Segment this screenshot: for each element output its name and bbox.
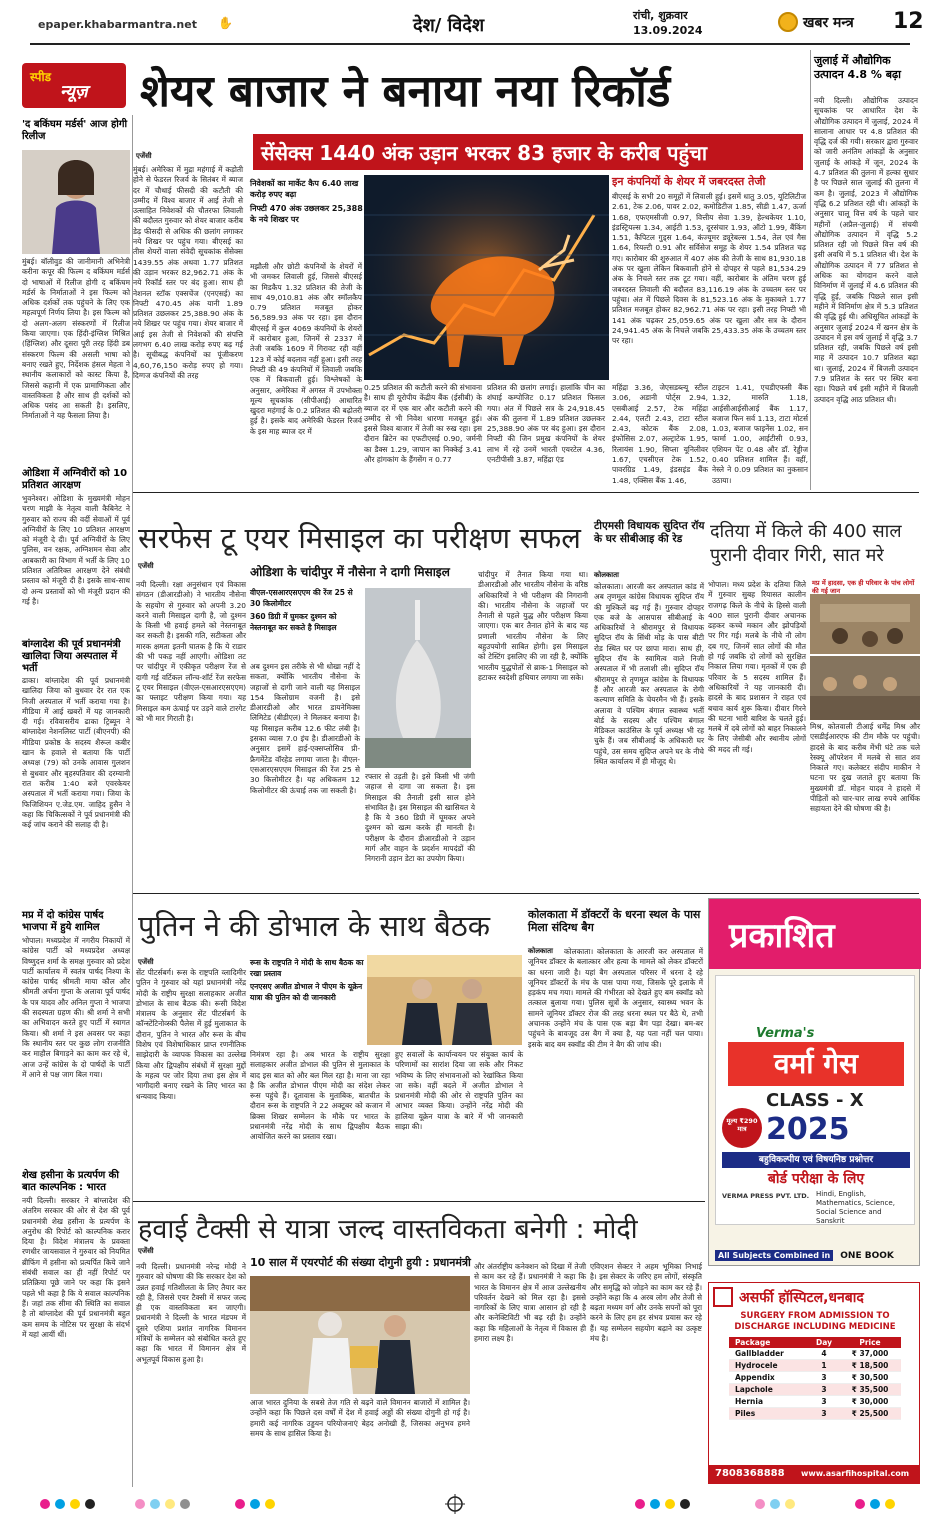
ad-price-badge xyxy=(722,1108,762,1148)
ad-class: CLASS - X xyxy=(766,1090,864,1111)
hospital-table-body xyxy=(729,1348,901,1420)
hospital-web[interactable]: www.asarfihospital.com xyxy=(801,1469,910,1478)
kolkata-text: कोलकाता। कोलकाता के आरजी कर अस्पताल में जूनियर डॉक्टर के बलात्कार और हत्या के मामले को लेकर डॉक्टरों का धरना जारी है। यहां बैग अस्पताल परिसर में धरना दे रहे जूनियर डॉक्टरों के मंच के पास पाया गया, जिसके पूरे इलाके में हड़कंप मच गया। मामले की गंभीरता को देखते हुए बम स्क्वॉड को तत्काल बुलाया गया। पुलिस सूत्रों के अनुसार, स्वास्थ्य भवन के सामने जूनियर डॉक्टर रोज की तरह धरना स्थल पर बैठे थे, तभी अचानक उन्होंने मंच के पास एक बड़ा बैग पड़ा देखा। बम-बर पहुंचने के बावजूद उस बैग में क्या है, यह पता नहीं चल पाया। इसके बाद बम स्क्वॉड की टीम ने बैग की जांच की। xyxy=(528,947,703,1049)
hospital-cell-day: 3 xyxy=(821,1373,827,1382)
missile-col4: चांदीपुर में तैनात किया गया था। डीआरडीओ और भारतीय नौसेना के वरिष्ठ अधिकारियों ने भी परीक्षण की निगरानी की। भारतीय नौसेना के जहाजों पर तैनाती से पहले युद्ध और परीक्षण किया जाएगा। एक बार तैनात होने के बाद यह प्रणाली भारतीय नौसेना के लिए बहुउपयोगी साबित होगी। इस मिसाइल को टेस्टिंग इसलिए की जा रही है, क्योंकि भारतीय युद्धपोतों से ब्राक-1 मिसाइल को हटाकर स्वदेशी हथियार लगाया जा सके। xyxy=(478,570,588,682)
putin-byline: एजेंसी xyxy=(138,958,154,966)
ad-combined-label: All Subjects Combined in xyxy=(715,1250,833,1261)
industry-text: नयी दिल्ली। औद्योगिक उत्पादन सूचकांक पर आधारित देश के औद्योगिक उत्पादन में जुलाई, 2024 में सालाना आधार पर 4.8 प्रतिशत की वृद्धि दर्ज की गयी। सरकार द्वारा गुरुवार को जारी अनंतिम आंकड़ों के अनुसार जुलाई के आंकड़े में जून, 2024 के 4.7 प्रतिशत की तुलना में हल्का सुधार है पर पिछले साल जुलाई की तुलना में कम है। जुलाई, 2023 में औद्योगिक वृद्धि 6.2 प्रतिशत रही थी। आंकड़ों के अनुसार चालू वित्त वर्ष के पहले चार महीनों (अप्रैल-जुलाई) में संचयी औद्योगिक उत्पादन में वृद्धि 5.2 प्रतिशत रही जो पिछले वित्त वर्ष की इसी अवधि में 5.1 प्रतिशत थी। देश के औद्योगिक उत्पादन में 77 प्रतिशत से अधिक का योगदान करने वाले विनिर्माण में जुलाई में 4.6 प्रतिशत की वृद्धि हुई, जबकि पिछले साल इसी महीने में विनिर्माण क्षेत्र में 5.3 प्रतिशत की वृद्धि हुई थी। अधिसूचित आंकड़ों के अनुसार जुलाई 2024 में खनन क्षेत्र के उत्पादन में इस वर्ष जुलाई में वृद्धि 3.7 प्रतिशत रही, जबकि पिछले वर्ष इसी माह में उत्पादन 10.7 प्रतिशत बढ़ा था। जुलाई, 2024 में बिजली उत्पादन 7.9 प्रतिशत के स्तर पर स्थिर बना रहा। पिछले वर्ष इसी महीने में बिजली उत्पादन वृद्धि आठ प्रतिशत थी। xyxy=(814,96,918,404)
hospital-cell-package: Hydrocele xyxy=(735,1361,778,1370)
cursor-icon: ✋ xyxy=(218,16,233,30)
kolkata-byline: कोलकाता xyxy=(528,947,553,955)
hospital-cell-package: Gallbladder xyxy=(735,1349,784,1358)
ad-book-title: वर्मा गेस xyxy=(728,1042,904,1086)
hospital-name: असर्फी हॉस्पिटल,धनबाद xyxy=(739,1290,864,1306)
speed-news-l2: न्यूज़ xyxy=(60,82,88,102)
lead-bullet: निफ्टी 470 अंक उछलकर 25,388 के नये शिखर पर xyxy=(250,204,363,224)
ad-book-cover xyxy=(715,975,915,1225)
hospital-cell-price: ₹ 37,000 xyxy=(851,1349,889,1358)
hospital-cell-price: ₹ 35,500 xyxy=(851,1385,889,1394)
missile-launch-illustration xyxy=(365,588,471,768)
hospital-cell-package: Piles xyxy=(735,1409,756,1418)
hospital-cell-package: Lapchole xyxy=(735,1385,773,1394)
row3-rule xyxy=(133,1201,705,1202)
kareena-photo xyxy=(22,150,130,254)
masthead-rule xyxy=(30,43,910,45)
lead-box-head: इन कंपनियों के शेयर में जबरदस्त तेजी xyxy=(612,175,766,188)
sidebar1-title: 'द बकिंघम मर्डर्स' आज होगी रिलीज xyxy=(22,119,128,142)
tmc-headline: टीएमसी विधायक सुदिप्त रॉय के घर सीबीआइ की रेड xyxy=(594,520,705,545)
ad-board: बोर्ड परीक्षा के लिए xyxy=(767,1171,865,1187)
hospital-sub: SURGERY FROM ADMISSION TO DISCHARGE INCLUDING MEDICINE xyxy=(734,1311,896,1332)
sidebar-divider xyxy=(132,115,133,1487)
hospital-table-head xyxy=(729,1337,901,1348)
missile-bullets xyxy=(250,588,360,658)
putin-photo xyxy=(367,955,522,1045)
sidebar3-title: बांग्लादेश की पूर्व प्रधानमंत्री खालिदा जिया अस्पताल में भर्ती xyxy=(22,639,121,674)
lead-byline: एजेंसी xyxy=(136,152,152,160)
edition-date: 13.09.2024 xyxy=(633,24,703,37)
bull-photo xyxy=(364,175,609,380)
hospital-logo xyxy=(713,1287,733,1307)
speed-news-l1: स्पीड xyxy=(30,70,52,84)
lead-col4: प्रतिशत की छलांग लगाई। हालांकि चीन का शंघाई कम्पोजिट 0.17 प्रतिशत फिसल गया। अंत में पिछले सत्र के 24,918.45 अंक की तुलना में 1.89 प्रतिशत उछलकर 25,388.90 अंक पर बंद हुआ। इस दौरान निफ्टी की जिन प्रमुख कंपनियों के शेयर लाभ में रहे उनमें भारती एयरटेल 4.36, एनटीपीसी 3.87, महिंद्रा एंड xyxy=(487,383,605,465)
hospital-cell-day: 3 xyxy=(821,1385,827,1394)
modi-headline: हवाई टैक्सी से यात्रा जल्द वास्तविकता बनेगी : मोदी xyxy=(138,1214,638,1245)
bull-illustration xyxy=(364,175,609,380)
hospital-cell-day: 3 xyxy=(821,1409,827,1418)
ad-subjects: Hindi, English, Mathematics, Science, Social Science and Sanskrit xyxy=(816,1190,895,1225)
datia-text: भोपाल। मध्य प्रदेश के दतिया जिले में गुरुवार सुबह रियासत कालीन राजगढ़ किले के नीचे के हिस्से वाली 400 साल पुरानी दीवार अचानक ढहकर कच्चे मकान और झोपड़ियों पर गिर गई। मलबे के नीचे नौ लोग दब गए, जिनमें सात लोगों की मौत हो गई जबकि दो लोगों को सुरक्षित निकाल लिया गया। मृतकों में एक ही परिवार के 5 सदस्य शामिल हैं। अधिकारियों ने यह जानकारी दी। हादसे के बाद प्रशासन ने राहत एवं बचाव कार्य शुरू किया। दीवार गिरने की घटना भारी बारिश के चलते हुई। मलबे में दबे लोगों को बाहर निकालने के लिए जेसीबी और स्थानीय लोगों की मदद ली गई। xyxy=(708,580,806,754)
hospital-table-row xyxy=(729,1408,901,1420)
lead-col5: महिंद्रा 3.36, जेएसडब्ल्यू स्टील 3.06, अडानी पोर्ट्स 2.94, एसबीआई 2.57, टेक महिंद्रा 2.44, एलटी 2.43, टाटा स्टील 2.43, कोटक बैंक 2.08, इंफोसिस 2.07, अल्ट्राटेक 1.95, रिलायंस 1.90, सिप्ला यूनिलीवर 1.67, एचसीएल टेक 1.52, पावरग्रिड 1.49, इंडसइंड बैंक 1.48, एक्सिस बैंक 1.46, xyxy=(612,383,708,485)
putin-col3: हुए सवालों के कार्यान्वयन पर संयुक्त कार्य के परिणामों का सारांश दिया जा सके और निकट भविष्य के लिए संभावनाओं को रेखांकित किया जा सके। वहीं बदले में अजीत डोभाल ने प्रधानमंत्री मोदी की ओर से राष्ट्रपति पुतिन का आभार व्यक्त किया। उन्होंने नरेंद्र मोदी की हालिया यूक्रेन यात्रा के बारे में भी जानकारी साझा की। xyxy=(395,1050,523,1132)
th-price: Price xyxy=(859,1338,881,1347)
hospital-cell-price: ₹ 30,500 xyxy=(851,1373,889,1382)
ad-year: 2025 xyxy=(766,1112,850,1147)
lead-col3: 0.25 प्रतिशत की कटौती करने की संभावना है। साथ ही यूरोपीय केंद्रीय बैंक (ईसीबी) के ब्याज दर में एक बार और कटौती करने की उम्मीद से भी निवेश धारणा मजबूत हुई। इससे विश्व बाजार में तेजी का रुख रहा। इस दौरान ब्रिटेन का एफटीएसई 0.90, जर्मनी का डैक्स 1.29, जापान का निक्केई 3.41 और हांगकांग के हैंगसेंग न 0.77 xyxy=(364,383,482,465)
datia-text2: मिश्र, कोतवाली टीआई धर्मेंद्र मिश्र और एसडीईआरएफ की टीम मौके पर पहुंची। हादसे के बाद करीब मेंभी घंटे तक चले रेस्क्यू ऑपरेशन में मलबे से सात शव निकाले गए। कलेक्टर संदीप माकीन ने घटना पर दुख जताते हुए बताया कि मुख्यमंत्री डॉ. मोहन यादव ने हादसे में पीड़ितों को चार-चार लाख रुपये आर्थिक सहायता देने की घोषणा की है। xyxy=(810,722,920,814)
missile-subhead: ओडिशा के चांदीपुर में नौसेना ने दागी मिसाइल xyxy=(250,565,450,579)
tmc-byline: कोलकाता xyxy=(594,571,619,579)
datia-photo-2 xyxy=(810,656,920,720)
hospital-cell-price: ₹ 18,500 xyxy=(851,1361,889,1370)
tmc-text: कोलकाता। आरजी कर अस्पताल कांड में अब तृणमूल कांग्रेस विधायक सुदिप्त रॉय की मुश्किलें बढ़ गई हैं। गुरुवार दोपहर एक बजे के आसपास सीबीआई के अधिकारियों ने श्रीरामपुर से विधायक सुदिप्त रॉय के सिंथी मोड़ के पास बीटी रोड स्थित घर पर छापा मारा। साथ ही, सुदिप्त रॉय के स्वामित्व वाले निजी अस्पताल में भी तलाशी ली। सुदिप्त रॉय श्रीरामपुर से तृणमूल कांग्रेस के विधायक हैं और आरजी कर अस्पताल के रोगी कल्याण समिति के चेयरमैन भी हैं। इसके अलावा वे पश्चिम बंगाल स्वास्थ्य भर्ती बोर्ड के सदस्य और पश्चिम बंगाल मेडिकल काउंसिल के पूर्व अध्यक्ष भी रह चुके हैं। जब सीबीआई के अधिकारी घर पहुंचे, उस समय सुदिप्त अपने घर के नीचे स्थित कार्यालय में ही मौजूद थे। xyxy=(594,582,704,767)
missile-col1: नयी दिल्ली। रक्षा अनुसंधान एवं विकास संगठन (डीआरडीओ) ने भारतीय नौसेना के सहयोग से गुरुवार को अपनी 3.20 करने वाली मिसाइल दागी है, जो दुश्मन के किसी भी हवाई हमले को नेस्तनाबूत कर सकती है। इसकी गति, सटीकता और मारक क्षमता इतनी घातक है कि ये राडार की भी पकड़ नहीं आएगी। ओडिशा तट पर चांदीपुर में एकीकृत परीक्षण रेंज से दागी गई वर्टिकल लॉन्च-शॉर्ट रेंज सरफेस टू एयर मिसाइल (वीएल-एसआरएसएएम) का फ्लाइट परीक्षण किया गया। यह मिसाइल कम ऊंचाई पर उड़ने वाले टारगेट को भी मार गिराती है। xyxy=(136,580,246,723)
page-number: 12 xyxy=(893,9,924,34)
hospital-ad[interactable] xyxy=(708,1282,920,1484)
datia-headline: दतिया में किले की 400 साल पुरानी दीवार गिरी, सात मरे xyxy=(710,521,902,566)
lead-subhead xyxy=(253,134,803,170)
missile-byline: एजेंसी xyxy=(138,562,154,570)
putin-bullet: एनएसए अजीत डोभाल ने पीएम के यूक्रेन यात्रा की पुतिन को दी जानकारी xyxy=(250,982,363,1002)
missile-headline: सरफेस टू एयर मिसाइल का परीक्षण सफल xyxy=(138,521,581,555)
hospital-cell-package: Hernia xyxy=(735,1397,764,1406)
lead-subhead-text: सेंसेक्स 1440 अंक उड़ान भरकर 83 हजार के करीब पहुंचा xyxy=(261,141,708,165)
modi-col4: एविएशन सेक्टर ने अहम भूमिका निभाई है। इस सेक्टर के जरिए हम लोगों, संस्कृति और समृद्धि को जोड़ने का काम कर रहे हैं। उन्होंने कहा कि 4 अरब लोग और तेजी से बढ़ता मध्यम वर्ग और उनके सपनों को पूरा करने के लिए हम हर संभव प्रयास कर रहे हैं। यह सम्मेलन सहयोग बढ़ाने का उत्कृष्ट मंच है। xyxy=(590,1262,702,1344)
lead-col1: मुंबई। अमेरिका में मुद्रा महंगाई में कड़ोती होने से फेडरल रिजर्व के सितंबर में ब्याज दर में चौथाई फीसदी की कटौती की उम्मीद में विश्व बाजार में आई तेजी से उत्साहित निवेशकों की चौतरफा लिवाली की बदौलत गुरुवार को शेयर बाजार करीब डेढ़ फीसदी से अधिक की छलांग लगाकर नये शिखर पर पहुंच गया। बीएसई का तीस शेयरों वाला संवेदी सूचकांक सेंसेक्स 1439.55 अंक अथवा 1.77 प्रतिशत की उड़ान भरकर 82,962.71 अंक के नये रिकॉर्ड स्तर पर बंद हुआ। साथ ही नेशनल स्टॉक एक्सचेंज (एनएसई) का निफ्टी 470.45 अंक यानी 1.89 प्रतिशत उछलकर 25,388.90 अंक के नये शिखर पर पहुंच गया। शेयर बाजार में आई इस तेजी से निवेशकों की संपत्ति लगभग 6.40 लाख करोड़ रुपए बढ़ गई है। सूचीबद्ध कंपनियों का पूंजीकरण 4,60,76,150 करोड़ रुपए हो गया। दिग्गज कंपनियों की तरह xyxy=(133,165,243,380)
hospital-cell-price: ₹ 25,500 xyxy=(851,1409,889,1418)
hospital-table-row xyxy=(729,1360,901,1372)
missile-photo xyxy=(365,588,471,768)
meeting-illustration xyxy=(367,955,522,1045)
ad-publisher: VERMA PRESS PVT. LTD. xyxy=(722,1192,810,1200)
lead-box xyxy=(612,175,808,375)
row1-rule xyxy=(133,492,919,493)
brand-name: खबर मन्त्र xyxy=(803,15,854,31)
lead-col6: टाइटन 1.41, एचडीएफसी बैंक 1.32, मारुति 1.18, आईसीआईसीआई बैंक 1.17, बजाज फिन सर्व 1.13, टाटा मोटर्स 1.03, बजाज फाइनेंस 1.02, सन फार्मा 1.00, आईटीसी 0.93, एशियन पेंट 0.48 और डॉ. रेड्डीज 0.40 प्रतिशत शामिल हैं। वहीं, नेस्ले ने 0.09 प्रतिशत का नुकसान उठाया। xyxy=(712,383,808,485)
registration-marks xyxy=(0,1492,945,1517)
hospital-cell-day: 4 xyxy=(821,1349,827,1358)
edition-place: रांची, शुक्रवार xyxy=(633,9,688,22)
sidebar3-text: ढाका। बांग्लादेश की पूर्व प्रधानमंत्री खालिदा जिया को बुधवार देर रात एक निजी अस्पताल में भर्ती कराया गया है। मीडिया में आई खबरों में यह जानकारी दी गई। रविवासरीय ढाका ट्रिब्यून ने बांग्लादेश नेशनलिस्ट पार्टी (बीएनपी) की मीडिया प्रकोष्ठ के सदस्य शैरूल कबीर खान के हवाले से बताया कि पार्टी अध्यक्ष (79) को उनके आवास गुलशन से बुधवार और बृहस्पतिवार की दरम्यानी रात करीब 1:40 बजे एवरकेयर अस्पताल में भर्ती कराया गया। जिया के फिजिशियन ए.जेड.एम. जाहिद हुसैन ने कहा कि चिकित्सकों ने पूर्व प्रधानमंत्री की कई जांच कराने की सलाह दी है। xyxy=(22,676,130,830)
ad-prakashit-text: प्रकाशित xyxy=(729,916,835,956)
award-illustration xyxy=(250,1276,470,1394)
putin-headline: पुतिन ने की डोभाल के साथ बैठक xyxy=(138,909,490,943)
ad-price: मूल्य ₹290 मात्र xyxy=(726,1117,758,1133)
th-package: Package xyxy=(735,1338,771,1347)
brand-logo xyxy=(778,12,798,32)
masthead-url[interactable]: epaper.khabarmantra.net xyxy=(38,18,197,31)
missile-bullet: 360 डिग्री में घुमकर दुश्मन को नेस्तनाबूत कर सकते है मिसाइल xyxy=(250,612,337,632)
hospital-table-row xyxy=(729,1384,901,1396)
speed-news-logo xyxy=(22,63,126,108)
sidebar2-title: ओडिशा में अग्निवीरों को 10 प्रतिशत आरक्षण xyxy=(22,468,128,491)
modi-byline: एजेंसी xyxy=(138,1247,154,1255)
actress-figure xyxy=(22,150,130,254)
hospital-cell-day: 3 xyxy=(821,1397,827,1406)
hospital-table-row xyxy=(729,1396,901,1408)
sidebar4-text: भोपाल। मध्यप्रदेश में नगरीय निकायों में कांग्रेस पार्टी को मध्यप्रदेश अध्यक्ष विष्णुदत्त शर्मा के समक्ष गुरुवार को प्रदेश पार्टी कार्यालय में स्वतंत्र पार्षद निश्या के कांग्रेस पार्षद श्रीमती माया कौल और श्रीमती अर्चना गुप्ता के अलावा पूर्व पार्षद के पत्र यादव और अनिल गुप्ता ने भाजपा की सदस्यता ग्रहण की। श्री शर्मा ने सभी का अभिवादन करते हुए पार्टी में स्वागत किया। श्री शर्मा ने इस अवसर पर कहा कि स्थानीय स्तर पर कुछ लोग राजनीति कर माहौल बिगाड़ने का काम कर रहे थे, आज उन्हें कांग्रेस के दो पार्षदों के पार्टी में आने से पक्ष जाग बिल गया। xyxy=(22,936,130,1079)
sidebar1-text: मुंबई। बॉलीवुड की जानीमानी अभिनेत्री करीना कपूर की फिल्म द बकिंघम मर्डर्स दो भाषाओं में रिलीज होगी द बकिंघम मर्डर्स के निर्माताओं ने इस फिल्म को अधिक दर्शकों तक पहुंचने के लिए एक महत्वपूर्ण निर्णय लिया है। इस फिल्म को दो अलग-अलग संस्करणों में रिलीज किया जाएगा। एक हिंदी-इंग्लिश मिश्रित (हिंग्लिश) और दूसरा पूरी तरह हिंदी डब संस्करण फिल्म की असली भाषा को बनाए रखते हुए, निर्देशक हंसल मेहता ने स्थानीय कलाकारों को कास्ट किया है, जिससे कहानी में एक प्रामाणिकता और वास्तविकता है और साथ ही दर्शकों को अधिक पसंद आ सकती है। इसलिए, निर्माताओं ने यह फैसला लिया है। xyxy=(22,257,130,421)
putin-bullets xyxy=(250,958,365,1024)
hospital-footer xyxy=(709,1465,919,1483)
datia-photo-1 xyxy=(810,594,920,654)
datia-caption: मप्र में हादसा, एक ही परिवार के पांच लोगों की गई जान xyxy=(812,579,915,595)
row2-rule xyxy=(133,893,919,894)
ad-combined xyxy=(715,1243,915,1261)
lead-col2: मझौली और छोटी कंपनियों के शेयरों में भी जमकर लिवाली हुई, जिससे बीएसई का मिडकैप 1.32 प्रतिशत की तेजी के साथ 49,010.81 अंक और स्मॉलकैप 0.79 प्रतिशत मजबूत होकर 56,589.93 अंक पर रहा। इस दौरान बीएसई में कुल 4069 कंपनियों के शेयरों में कारोबार हुआ, जिनमें से 2337 में तेजी जबकि 1609 में गिरावट रही वहीं 123 में कोई बदलाव नहीं हुआ। इसी तरह निफ्टी की 49 कंपनियों में लिवाली जबकि एक में बिकवाली हुई। विश्लेषकों के अनुसार, अमेरिका में अगस्त में उपभोक्ता मूल्य सूचकांक (सीपीआई) आधारित खुदरा महंगाई के 0.2 प्रतिशत की बढ़ोतरी हुई है। इसके बाद अमेरिकी फेडरल रिजर्व के इस माह ब्याज दर में xyxy=(250,262,362,436)
industry-title: जुलाई में औद्योगिक उत्पादन 4.8 % बढ़ा xyxy=(814,54,902,81)
modi-photo xyxy=(250,1276,470,1394)
modi-col2: आज भारत दुनिया के सबसे तेज गति से बढ़ने वाले विमानन बाजारों में शामिल है। उन्होंने कहा कि पिछले दस वर्षों में देश में हवाई अड्डों की संख्या दोगुनी हो गई है। हमारी कई नागरिक उड्डयन परियोजनाएं बेहद अनोखी हैं, जिसका अनुभव हमने समय के साथ हासिल किया है। xyxy=(250,1398,470,1438)
ad-onebook: ONE BOOK xyxy=(840,1251,894,1261)
th-day: Day xyxy=(816,1338,832,1347)
missile-col3: रफ्तार से उड़ती है। इसे किसी भी जंगी जहाज से दागा जा सकता है। इस मिसाइल की तैनाती इसी साल होने संभावित है। इस मिसाइल की खासियत ये है कि ये 360 डिग्री में घूमकर अपने दुश्मन को खत्म करके ही मानती है। परीक्षण के दौरान डीआरडीओ ने उड़ान मार्ग और वाहन के प्रदर्शन मापदंडों की निगरानी उड़ान डेटा का उपयोग किया। xyxy=(365,772,475,864)
ad-prakashit xyxy=(709,899,921,969)
section-title: देश/ विदेश xyxy=(413,15,485,36)
putin-col1: सेंट पीटर्सबर्ग। रूस के राष्ट्रपति व्लादिमीर पुतिन ने गुरुवार को यहां प्रधानमंत्री नरेंद्र मोदी के राष्ट्रीय सुरक्षा सलाहकार अजीत डोभाल के साथ बैठक की। रूसी विदेश मंत्रालय के अनुसार सेंट पीटर्सबर्ग के कॉन्स्टेंटिनोव्स्की पैलेस में हुई मुलाकात के दौरान, पुतिन ने भारत और रूस के बीच विशेष एवं विशेषाधिकार प्राप्त रणनीतिक साझेदारी के व्यापक विकास का उल्लेख किया और द्विपक्षीय संबंधों में सुरक्षा मुद्दों के महत्व पर जोर दिया तथा इस क्षेत्र में भागीदारी बनाए रखने के लिए भारत का धन्यवाद किया। xyxy=(136,968,246,1101)
hospital-table-row xyxy=(729,1372,901,1384)
sidebar4-title: मप्र में दो कांग्रेस पार्षद भाजपा में हुये शामिल xyxy=(22,910,104,933)
missile-col2: अब दुश्मन इस तरीके से भी धोखा नहीं दे सकता, क्योंकि भारतीय नौसेना के जहाजों से दागी जाने वाली यह मिसाइल 154 किलोग्राम वजनी है। इसे डीआरडीओ और भारत डायनेमिक्स लिमिटेड (बीडीएल) ने मिलकर बनाया है। यह मिसाइल करीब 12.6 फीट लंबी है। इसका व्यास 7.0 इंच है। डीआरडीओ के अनुसार इसमें हाई-एक्सप्लोसिव प्री-फ्रैगमेंटेड वॉरहेड लगाया जाता है। वीएल-एसआरएसएएम मिसाइल की रेंज 25 से 30 किलोमीटर है। यह अधिकतम 12 किलोमीटर की ऊंचाई तक जा सकती है। xyxy=(250,662,360,795)
wall-collapse-illustration xyxy=(810,594,920,654)
verma-ad[interactable] xyxy=(708,898,920,1266)
sidebar5-text: नयी दिल्ली। सरकार ने बांग्लादेश की अंतरिम सरकार की ओर से देश की पूर्व प्रधानमंत्री शेख हसीना के प्रत्यर्पण के अनुरोध की रिपोर्ट को काल्पनिक करार दिया है। विदेश मंत्रालय के प्रवक्ता रणधीर जायसवाल ने गुरुवार को नियमित ब्रीफिंग में हसीना को प्रत्यर्पित किये जाने संबंधी सवाल का ही नहीं रिपोर्ट पर प्रतिक्रिया पूछे जाने पर कहा कि इसने पहले भी कहा है कि ये सवाल काल्पनिक हैं। जहां तक सीमा की स्थिति का सवाल है तो बांग्लादेश की पूर्व प्रधानमंत्री बहुत कम समय के नोटिस पर सुरक्षा के संदर्भ में यहां आयीं थीं। xyxy=(22,1196,130,1339)
hospital-cell-price: ₹ 30,000 xyxy=(851,1397,889,1406)
lead-bullet: निवेशकों का मार्केट कैप 6.40 लाख करोड़ रुपए बढ़ा xyxy=(250,179,359,199)
rescue-illustration xyxy=(810,656,920,720)
lead-bullets xyxy=(250,178,365,252)
sidebar5-title: शेख हसीना के प्रत्यर्पण की बात काल्पनिक : भारत xyxy=(22,1170,119,1193)
putin-bullet: रूस के राष्ट्रपति ने मोदी के साथ बैठक का रखा प्रस्ताव xyxy=(250,958,364,978)
right-divider xyxy=(810,50,811,490)
missile-bullet: वीएल-एसआरएसएएम की रेंज 25 से 30 किलोमीटर xyxy=(250,588,353,608)
print-marks xyxy=(0,1492,945,1517)
modi-col3: और अंतर्राष्ट्रीय कनेक्शन को दिखा में तेजी से काम कर रहे हैं। प्रधानमंत्री ने कहा कि भारत के विमानन क्षेत्र में आज उल्लेखनीय परिवर्तन देखने को मिल रहा है। इससे नागरिकों के लिए यात्रा आसान हो रही है और कनेक्टिविटी भी बढ़ रही है। उन्होंने कहा कि महिलाओं के नेतृत्व में विकास ही हमारा लक्ष्य है। xyxy=(474,1262,586,1344)
modi-subhead: 10 साल में एयरपोर्ट की संख्या दोगुनी हुयी : प्रधानमंत्री xyxy=(250,1256,471,1269)
hospital-table-row xyxy=(729,1348,901,1360)
hospital-table xyxy=(729,1337,901,1420)
masthead xyxy=(0,0,945,46)
modi-col1: नयी दिल्ली। प्रधानमंत्री नरेन्द्र मोदी ने गुरुवार को घोषणा की कि सरकार देश को उन्नत हवाई गतिशीलता के लिए तैयार कर रही है, जिससे एयर टैक्सी में सफर जल्द ही एक वास्तविकता बन जाएगी। प्रधानमंत्री ने दिल्ली के भारत मंडपम में दूसरे एशिया प्रशांत नागरिक विमानन मंत्रियों के सम्मेलन को संबोधित करते हुए कहा कि भारत में विमानन क्षेत्र में अभूतपूर्व विकास हुआ है। xyxy=(136,1262,246,1364)
hospital-phone[interactable]: 7808368888 xyxy=(715,1468,785,1479)
hospital-cell-day: 1 xyxy=(821,1361,827,1370)
ad-brand: Verma's xyxy=(756,1026,815,1041)
lead-box-text: बीएसई के सभी 20 समूहों में लिवाली हुई। इसमें धातु 3.05, यूटिलिटीज 2.61, टेक 2.06, पावर 2.02, कमोडिटीज 1.85, सीडी 1.47, ऊर्जा 1.68, एफएमसीजी 0.97, वित्तीय सेवा 1.39, हेल्थकेयर 1.10, इंडस्ट्रियल्स 1.34, आईटी 1.53, दूरसंचार 1.93, ऑटो 1.99, बैंकिंग 1.51, कैपिटल गुड्स 1.64, कंज्यूमर ड्यूरेबल्स 1.54, तेल एवं गैस 1.64, रियल्टी 0.91 और सर्विसेज समूह के शेयर 1.54 प्रतिशत चढ़ गए। कारोबार की शुरुआत में 407 अंक की तेजी के साथ 81,930.18 अंक पर खुला लेकिन बिकवाली होने से दोपहर से पहले 81,534.29 अंक के निचले स्तर तक टूट गया। वहीं, कारोबार के अंतिम चरण हुई जबरदस्त लिवाली की बदौलत 83,116.19 अंक के उच्चतम स्तर पर पहुंचा। अंत में पिछले दिवस के 81,523.16 अंक के मुकाबले 1.77 प्रतिशत मजबूत होकर 82,962.71 अंक पर रहा। इसी तरह निफ्टी भी 141 अंक चढ़कर 25,059.65 अंक पर खुला और सत्र के दौरान 24,941.45 अंक के निचले जबकि 25,433.35 अंक के उच्चतम स्तर पर रहा। xyxy=(612,192,806,346)
kolkata-headline: कोलकाता में डॉक्टरों के धरना स्थल के पास मिला संदिग्ध बैग xyxy=(528,908,701,934)
ad-tag: बहुविकल्पीय एवं विषयनिष्ठ प्रश्नोत्तर xyxy=(722,1152,910,1168)
lead-headline: शेयर बाजार ने बनाया नया रिकॉर्ड xyxy=(140,66,671,117)
hospital-cell-package: Appendix xyxy=(735,1373,775,1382)
sidebar2-text: भुवनेश्वर। ओडिशा के मुख्यमंत्री मोहन चरण माझी के नेतृत्व वाली कैबिनेट ने गुरुवार को राज्य की वर्दी सेवाओं में पूर्व अग्निवीरों के लिए 10 प्रतिशत आरक्षण को मंजूरी दे दी। पूर्व अग्निवीरों के लिए पुलिस, वन रक्षक, अग्निशमन सेवा और आबकारी का विभाग में भर्ती के लिए 10 प्रतिशत अतिरिक्त आरक्षण देने संबंधी प्रस्ताव को मंजूरी दी है। इसके साथ-साथ दो अन्य प्रस्तावों को भी मंजूरी प्रदान की गई है। xyxy=(22,494,130,606)
putin-col2: निमंत्रण रहा है। अब भारत के राष्ट्रीय सुरक्षा सलाहकार अजीत डोभाल की पुतिन से मुलाकात के बाद इस बात को और बल मिल रहा है। माना जा रहा है कि अजीत डोभाल पीएम मोदी का संदेश लेकर रूस पहुंचे हैं। दूतावास के मुताबिक, बातचीत के दौरान रूस के राष्ट्रपति ने 22 अक्टूबर को कजान में ब्रिक्स शिखर सम्मेलन के मौके पर भारत के प्रधानमंत्री नरेंद्र मोदी के साथ द्विपक्षीय बैठक आयोजित करने का प्रस्ताव रखा। xyxy=(250,1050,390,1142)
